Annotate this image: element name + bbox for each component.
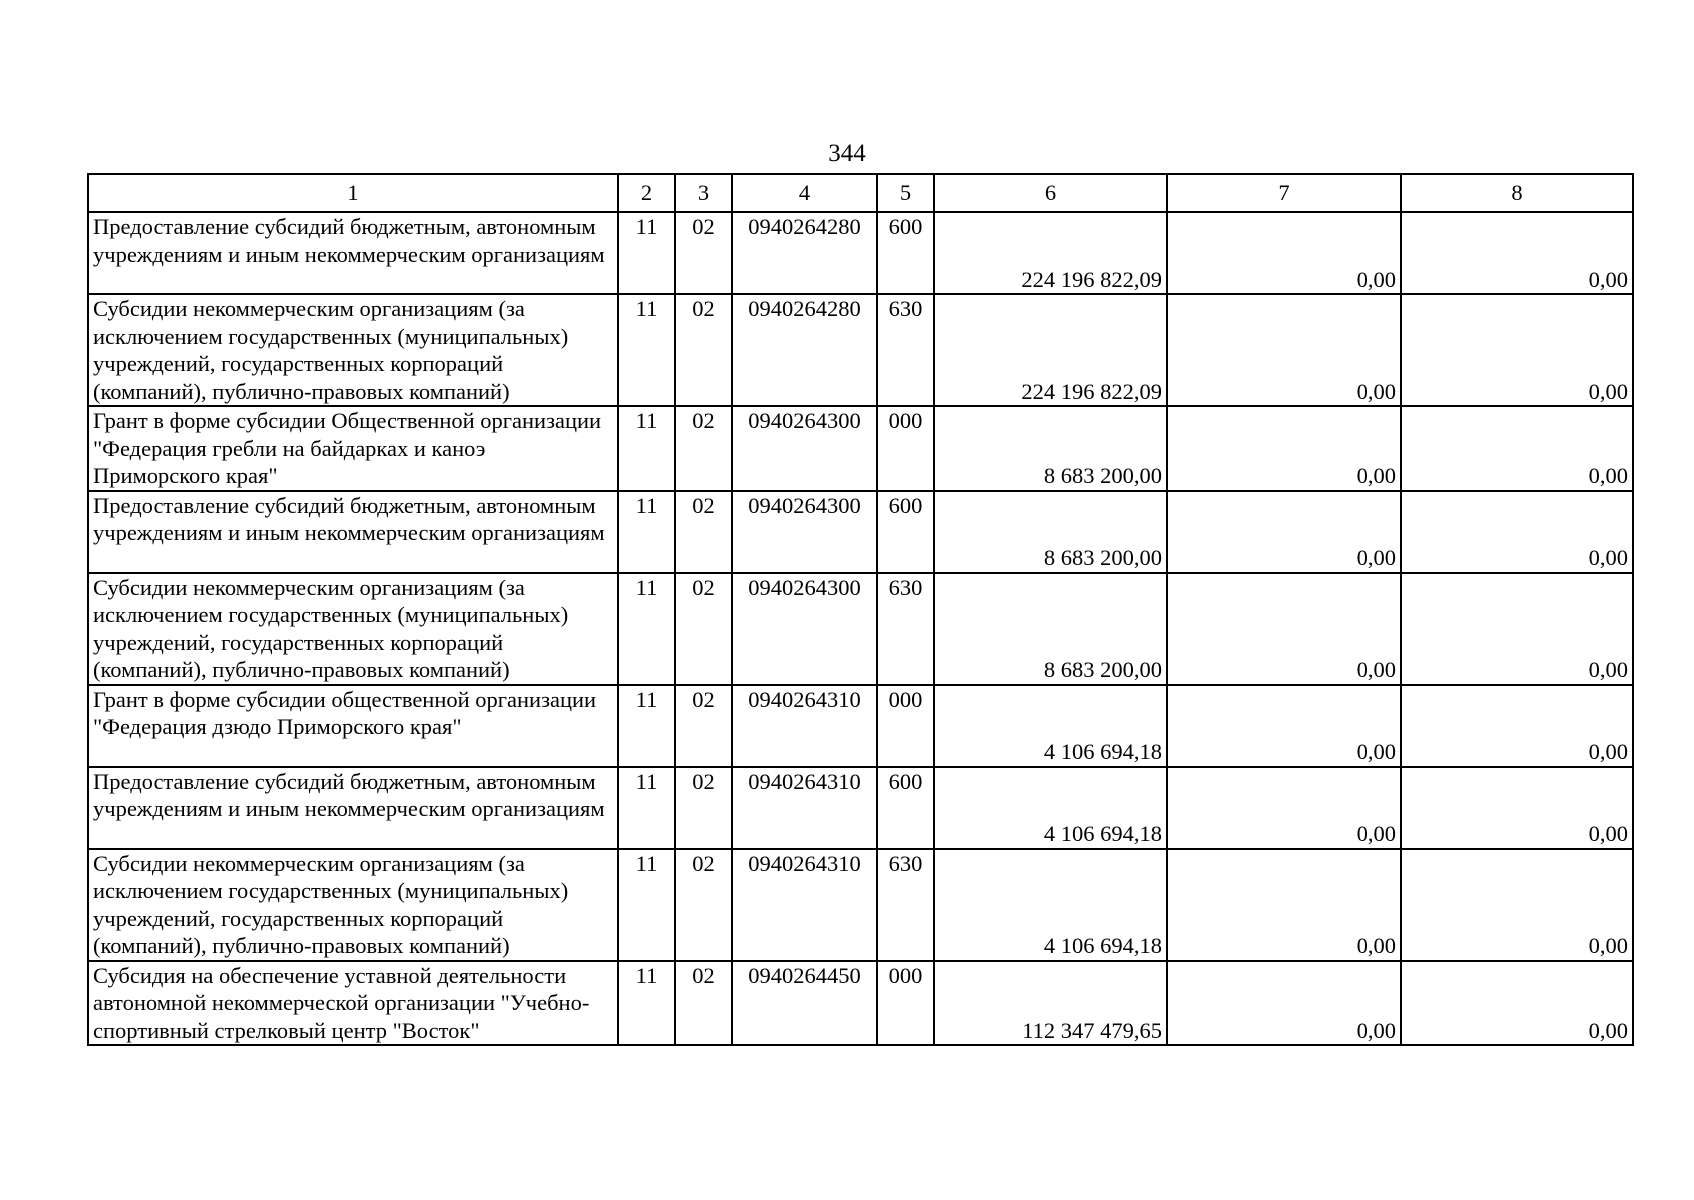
row-subsection: 02 [675,406,732,491]
row-name: Субсидии некоммерческим организациям (за исключением государственных (муниципальных) учреждений, государственных корпораций (компаний), публично-правовых компаний) [88,573,618,685]
row-amount-col8: 0,00 [1401,406,1633,491]
table-row [88,961,1633,1046]
column-header: 5 [877,174,934,212]
row-subsection: 02 [675,849,732,961]
row-target-article: 0940264300 [732,573,877,685]
row-name: Предоставление субсидий бюджетным, автономным учреждениям и иным некоммерческим организациям [88,767,618,849]
row-amount-col7: 0,00 [1167,685,1401,767]
row-amount-col6: 224 196 822,09 [934,294,1167,406]
column-header: 1 [88,174,618,212]
row-name: Субсидии некоммерческим организациям (за исключением государственных (муниципальных) учреждений, государственных корпораций (компаний), публично-правовых компаний) [88,849,618,961]
row-amount-col8: 0,00 [1401,491,1633,573]
row-name: Субсидии некоммерческим организациям (за исключением государственных (муниципальных) учреждений, государственных корпораций (компаний), публично-правовых компаний) [88,294,618,406]
row-target-article: 0940264310 [732,849,877,961]
row-subsection: 02 [675,961,732,1046]
row-amount-col7: 0,00 [1167,212,1401,294]
budget-table [87,173,1634,1046]
row-amount-col7: 0,00 [1167,767,1401,849]
row-amount-col8: 0,00 [1401,849,1633,961]
row-amount-col8: 0,00 [1401,961,1633,1046]
row-section: 11 [618,573,675,685]
column-header: 6 [934,174,1167,212]
row-subsection: 02 [675,685,732,767]
row-target-article: 0940264450 [732,961,877,1046]
column-header: 7 [1167,174,1401,212]
row-target-article: 0940264300 [732,491,877,573]
row-section: 11 [618,849,675,961]
column-header: 3 [675,174,732,212]
row-expense-type: 630 [877,849,934,961]
row-expense-type: 630 [877,573,934,685]
table-row [88,491,1633,573]
row-expense-type: 630 [877,294,934,406]
row-amount-col8: 0,00 [1401,767,1633,849]
table-row [88,212,1633,294]
row-section: 11 [618,685,675,767]
row-subsection: 02 [675,767,732,849]
row-amount-col6: 4 106 694,18 [934,849,1167,961]
row-name: Предоставление субсидий бюджетным, автономным учреждениям и иным некоммерческим организациям [88,212,618,294]
row-section: 11 [618,767,675,849]
row-amount-col6: 8 683 200,00 [934,573,1167,685]
row-name: Грант в форме субсидии Общественной организации "Федерация гребли на байдарках и каноэ Приморского края" [88,406,618,491]
row-expense-type: 600 [877,767,934,849]
row-amount-col6: 8 683 200,00 [934,491,1167,573]
row-amount-col7: 0,00 [1167,491,1401,573]
row-subsection: 02 [675,573,732,685]
column-header: 4 [732,174,877,212]
row-amount-col6: 112 347 479,65 [934,961,1167,1046]
row-target-article: 0940264300 [732,406,877,491]
row-target-article: 0940264310 [732,685,877,767]
table-row [88,573,1633,685]
row-amount-col6: 4 106 694,18 [934,685,1167,767]
row-name: Грант в форме субсидии общественной организации "Федерация дзюдо Приморского края" [88,685,618,767]
row-amount-col7: 0,00 [1167,849,1401,961]
row-section: 11 [618,294,675,406]
row-amount-col8: 0,00 [1401,294,1633,406]
column-header: 2 [618,174,675,212]
row-section: 11 [618,406,675,491]
table-row [88,767,1633,849]
row-expense-type: 600 [877,212,934,294]
row-amount-col8: 0,00 [1401,573,1633,685]
row-target-article: 0940264280 [732,294,877,406]
row-subsection: 02 [675,294,732,406]
row-amount-col7: 0,00 [1167,294,1401,406]
row-amount-col7: 0,00 [1167,406,1401,491]
row-name: Предоставление субсидий бюджетным, автономным учреждениям и иным некоммерческим организациям [88,491,618,573]
column-header: 8 [1401,174,1633,212]
row-target-article: 0940264280 [732,212,877,294]
row-expense-type: 000 [877,406,934,491]
table-row [88,294,1633,406]
row-amount-col6: 8 683 200,00 [934,406,1167,491]
table-row [88,849,1633,961]
table-header-row [88,174,1633,212]
row-amount-col6: 224 196 822,09 [934,212,1167,294]
row-expense-type: 000 [877,961,934,1046]
row-subsection: 02 [675,491,732,573]
row-amount-col7: 0,00 [1167,573,1401,685]
table-row [88,685,1633,767]
page-number: 344 [828,140,866,167]
row-expense-type: 600 [877,491,934,573]
row-amount-col8: 0,00 [1401,685,1633,767]
row-subsection: 02 [675,212,732,294]
row-section: 11 [618,212,675,294]
row-section: 11 [618,961,675,1046]
table-row [88,406,1633,491]
row-amount-col6: 4 106 694,18 [934,767,1167,849]
row-expense-type: 000 [877,685,934,767]
row-amount-col8: 0,00 [1401,212,1633,294]
row-target-article: 0940264310 [732,767,877,849]
row-name: Субсидия на обеспечение уставной деятельности автономной некоммерческой организации "Учебно-спортивный стрелковый центр "Восток" [88,961,618,1046]
row-amount-col7: 0,00 [1167,961,1401,1046]
row-section: 11 [618,491,675,573]
